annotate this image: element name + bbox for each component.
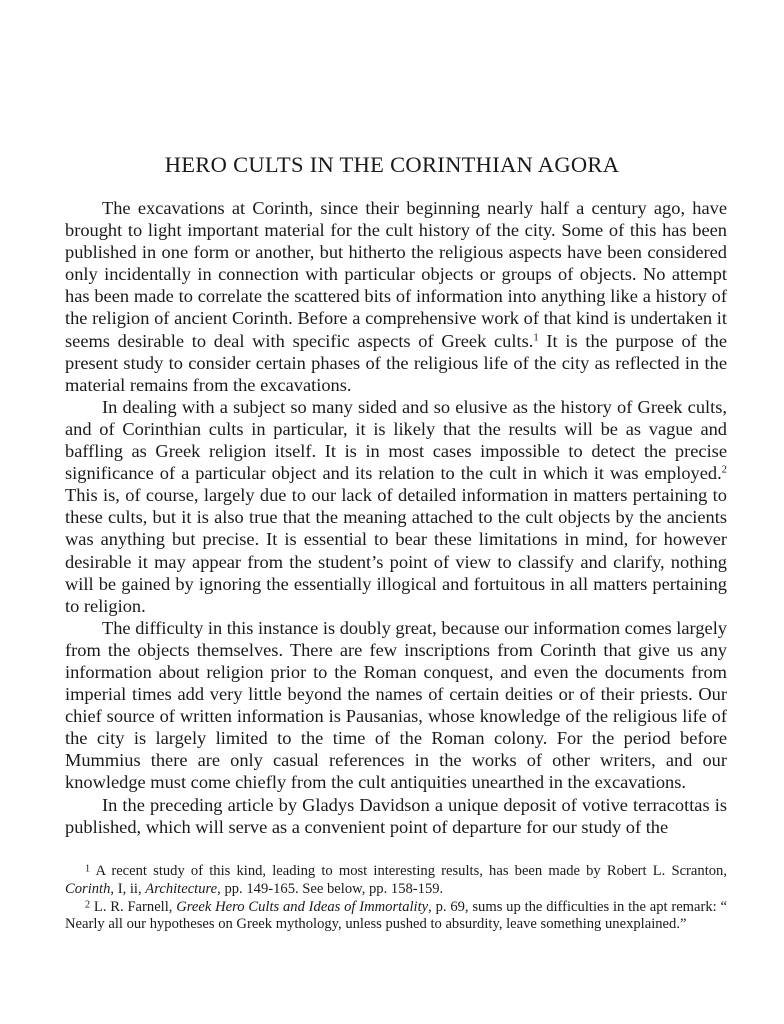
paragraph-1-text-cont: It is the purpose of the present study to consider certain phases of the religious life of the city as reflected in the material remains from the excavations. xyxy=(65,330,727,395)
footnote-1-number: 1 xyxy=(85,863,91,875)
paragraph-1-text: The excavations at Corinth, since their beginning nearly half a century ago, have brought to light important material for the cult history of the city. Some of this has been published in one form or another, but hitherto the religious aspects have been considered only incidentally in connection with particular objects or groups of objects. No attempt has been made to correlate the scattered bits of information into anything like a history of the religion of ancient Corinth. Before a comprehensive work of that kind is undertaken it seems desirable to deal with specific aspects of Greek cults. xyxy=(65,198,727,351)
footnote-1 xyxy=(65,863,727,899)
paragraph-4: In the preceding article by Gladys Davidson a unique deposit of votive terracottas is published, which will serve as a convenient point of departure for our study of the xyxy=(65,794,727,837)
body-text xyxy=(65,197,727,838)
footnote-2-text-2: , p. 69, sums up the difficulties in the apt remark: “ Nearly all our hypotheses on Greek mythology, unless pushed to absurdity, leave something unexplained.” xyxy=(65,898,727,933)
footnote-1-text: A recent study of this kind, leading to most interesting results, has been made by Robert L. Scranton, xyxy=(90,863,727,879)
footnote-1-title-architecture: Architecture xyxy=(145,880,218,897)
paragraph-1 xyxy=(65,197,727,396)
footnote-ref-2: 2 xyxy=(721,463,727,476)
footnotes xyxy=(65,863,727,934)
paragraph-2-text: In dealing with a subject so many sided and so elusive as the history of Greek cults, and of Corinthian cults in particular, it is likely that the results will be as vague and baffling as Greek religion itself. It is in most cases impossible to detect the precise significance of a particular object and its relation to the cult in which it was employed. xyxy=(65,396,727,484)
footnote-1-text-3: , pp. 149-165. See below, pp. 158-159. xyxy=(217,880,444,897)
footnote-1-text-2: , I, ii, xyxy=(110,880,146,897)
page-title: HERO CULTS IN THE CORINTHIAN AGORA xyxy=(164,152,620,177)
footnote-2-number: 2 xyxy=(85,899,91,911)
footnote-ref-1: 1 xyxy=(533,331,539,344)
paragraph-3: The difficulty in this instance is doubly great, because our information comes largely from the objects themselves. There are few inscriptions from Corinth that give us any information about religion prior to the Roman conquest, and even the documents from imperial times add very little beyond the names of certain deities or of their priests. Our chief source of written information is Pausanias, whose knowledge of the religious life of the city is largely limited to the time of the Roman colony. For the period before Mummius there are only casual references in the works of other writers, and our knowledge must come chiefly from the cult antiquities unearthed in the excavations. xyxy=(65,617,727,793)
footnote-2-book-title: Greek Hero Cults and Ideas of Immortality xyxy=(176,898,429,915)
paragraph-2-text-cont: This is, of course, largely due to our lack of detailed information in matters pertaining to these cults, but it is also true that the meaning attached to the cult objects by the ancients was anything but precise. It is essential to bear these limitations in mind, for however desirable it may appear from the student’s point of view to classify and clarify, nothing will be gained by ignoring the essentially illogical and fortuitous in all matters pertaining to religion. xyxy=(65,485,727,616)
footnote-2-text: L. R. Farnell, xyxy=(90,898,177,915)
footnote-1-title-corinth: Corinth xyxy=(65,880,111,897)
footnote-2 xyxy=(65,899,727,935)
paragraph-2 xyxy=(65,396,727,617)
